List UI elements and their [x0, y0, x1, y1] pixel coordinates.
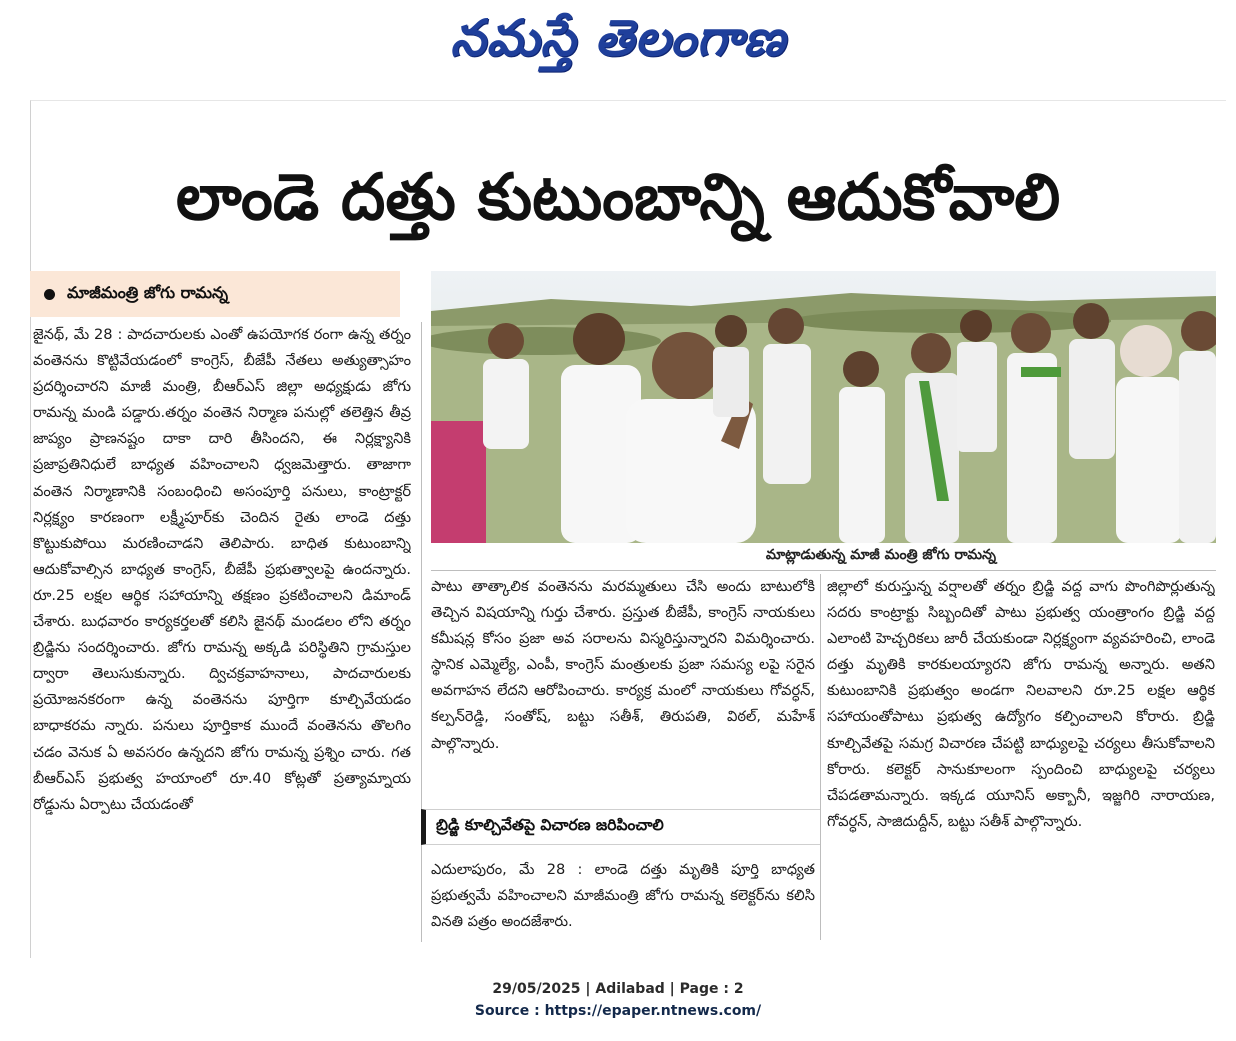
photo-caption: [431, 543, 1216, 571]
photo-caption-text: మాట్లాడుతున్న మాజీ మంత్రి జోగు రామన్న: [765, 547, 996, 563]
newspaper-logo: నమస్తే తెలంగాణ: [450, 8, 786, 67]
article-column-2: [431, 574, 815, 808]
column-1-text: జైనథ్‌, మే 28 : పాదచారులకు ఎంతో ఉపయోగక రంగా ఉన్న తర్నం వంతెనను కొట్టివేయడంలో కాంగ్రెస్‌, బీజేపీ నేతలు అత్యుత్సాహం ప్రదర్శించారని మాజీ మంత్రి, బీఆర్‌ఎస్‌ జిల్లా అధ్యక్షుడు జోగు రామన్న మండి పడ్డారు.తర్నం వంతెన నిర్మాణ పనుల్లో తలెత్తిన తీవ్ర జాప్యం ప్రాణనష్టం దాకా దారి తీసిందని, ఈ నిర్లక్ష్యానికి ప్రజాప్రతినిధులే బాధ్యత వహించాలని ధ్వజమెత్తారు. తాజాగా వంతెన నిర్మాణానికి సంబంధించి అసంపూర్తి పనులు, కాంట్రాక్టర్‌ నిర్లక్ష్యం కారణంగా లక్ష్మీపూర్‌కు చెందిన రైతు లాండె దత్తు కొట్టుకుపోయి మరణించాడని తెలిపారు. బాధిత కుటుంబాన్ని ఆదుకోవాల్సిన బాధ్యత కాంగ్రెస్‌, బీజేపీ ప్రభుత్వాలపై ఉందన్నారు. రూ.25 లక్షల ఆర్థిక సహాయాన్ని తక్షణం ప్రకటించాలని డిమాండ్‌ చేశారు. బుధవారం కార్యకర్తలతో కలిసి జైనథ్‌ మండలం లోని తర్నం బ్రిడ్జిను సందర్శించారు. జోగు రామన్న అక్కడి పరిస్థితిని గ్రామస్తుల ద్వారా తెలుసుకున్నారు. ద్విచక్రవాహనాలు, పాదచారులకు ప్రయోజనకరంగా ఉన్న వంతెనను పూర్తిగా కూల్చివేయడం బాధాకరమ న్నారు. పనులు పూర్తికాక ముందే వంతెనను తొలగిం చడం వెనుక ఏ అవసరం ఉన్నదని జోగు రామన్న ప్రశ్నిం చారు. గత బీఆర్‌ఎస్‌ ప్రభుత్వ హయాంలో రూ.40 కోట్లతో ప్రత్యామ్నాయ రోడ్డును ఏర్పాటు చేయడంతో: [33, 326, 411, 813]
footer-source-link[interactable]: Source : https://epaper.ntnews.com/: [474, 1003, 762, 1019]
subheading: [421, 809, 820, 845]
kicker-box: [30, 271, 400, 317]
column-divider: [820, 574, 821, 940]
column-2-text: పాటు తాత్కాలిక వంతెనను మరమ్మతులు చేసి అందు బాటులోకి తెచ్చిన విషయాన్ని గుర్తు చేశారు. ప్రస్తుత బీజేపీ, కాంగ్రెస్‌ నాయకులు కమీషన్ల కోసం ప్రజా అవ సరాలను విస్మరిస్తున్నారని విమర్శించారు. స్థానిక ఎమ్మెల్యే, ఎంపీ, కాంగ్రెస్‌ మంత్రులకు ప్రజా సమస్య లపై సరైన అవగాహన లేదని ఆరోపించారు. కార్యక్ర మంలో నాయకులు గోవర్ధన్‌, కల్పన్‌రెడ్డి, సంతోష్‌, బట్టు సతీశ్‌, తిరుపతి, విఠల్‌, మహేశ్‌ పాల్గొన్నారు.: [431, 578, 815, 752]
news-photo: [431, 271, 1216, 543]
footer-date-line: 29/05/2025 | Adilabad | Page : 2: [492, 981, 744, 997]
column-divider: [421, 322, 422, 942]
column-3-text: జిల్లాలో కురుస్తున్న వర్షాలతో తర్నం బ్రిడ్జి వద్ద వాగు పొంగిపొర్లుతున్న సదరు కాంట్రాక్టు సిబ్బందితో పాటు ప్రభుత్వ యంత్రాంగం బ్రిడ్జి వద్ద ఎలాంటి హెచ్చరికలు జారీ చేయకుండా నిర్లక్ష్యంగా వ్యవహరించి, లాండె దత్తు మృతికి కారకులయ్యారని జోగు రామన్న అన్నారు. అతని కుటుంబానికి ప్రభుత్వం అండగా నిలవాలని రూ.25 లక్షల ఆర్థిక సహాయంతోపాటు ప్రభుత్వ ఉద్యోగం కల్పించాలని కోరారు. బ్రిడ్జి కూల్చివేతపై సమగ్ర విచారణ చేపట్టి బాధ్యులపై చర్యలు తీసుకోవాలని కోరారు. కలెక్టర్‌ సానుకూలంగా స్పందించి బాధ్యులపై చర్యలు చేపడతామన్నారు. ఇక్కడ యూనిస్‌ అక్బానీ, ఇజ్జగిరి నారాయణ, గోవర్ధన్‌, సాజిదుద్దీన్‌, బట్టు సతీశ్‌ పాల్గొన్నారు.: [827, 578, 1215, 830]
masthead: [0, 0, 1236, 88]
bullet-icon: [44, 289, 55, 300]
article-column-1: [33, 322, 411, 946]
subheading-text: బ్రిడ్జి కూల్చివేతపై విచారణ జరిపించాలి: [436, 816, 664, 834]
footer: [0, 978, 1236, 1028]
photo-crowd-illustration: [431, 271, 1216, 543]
kicker-text: మాజీమంత్రి జోగు రామన్న: [67, 282, 228, 302]
headline: [30, 150, 1206, 260]
article-column-2-continued: [431, 857, 815, 939]
headline-text: లాండె దత్తు కుటుంబాన్ని ఆదుకోవాలి: [175, 160, 1061, 235]
article-column-3: [827, 574, 1215, 936]
column-2b-text: ఎదులాపురం, మే 28 : లాండె దత్తు మృతికి పూర్తి బాధ్యత ప్రభుత్వమే వహించాలని మాజీమంత్రి జోగు రామన్న కలెక్టర్‌ను కలిసి వినతి పత్రం అందజేశారు.: [431, 861, 815, 931]
